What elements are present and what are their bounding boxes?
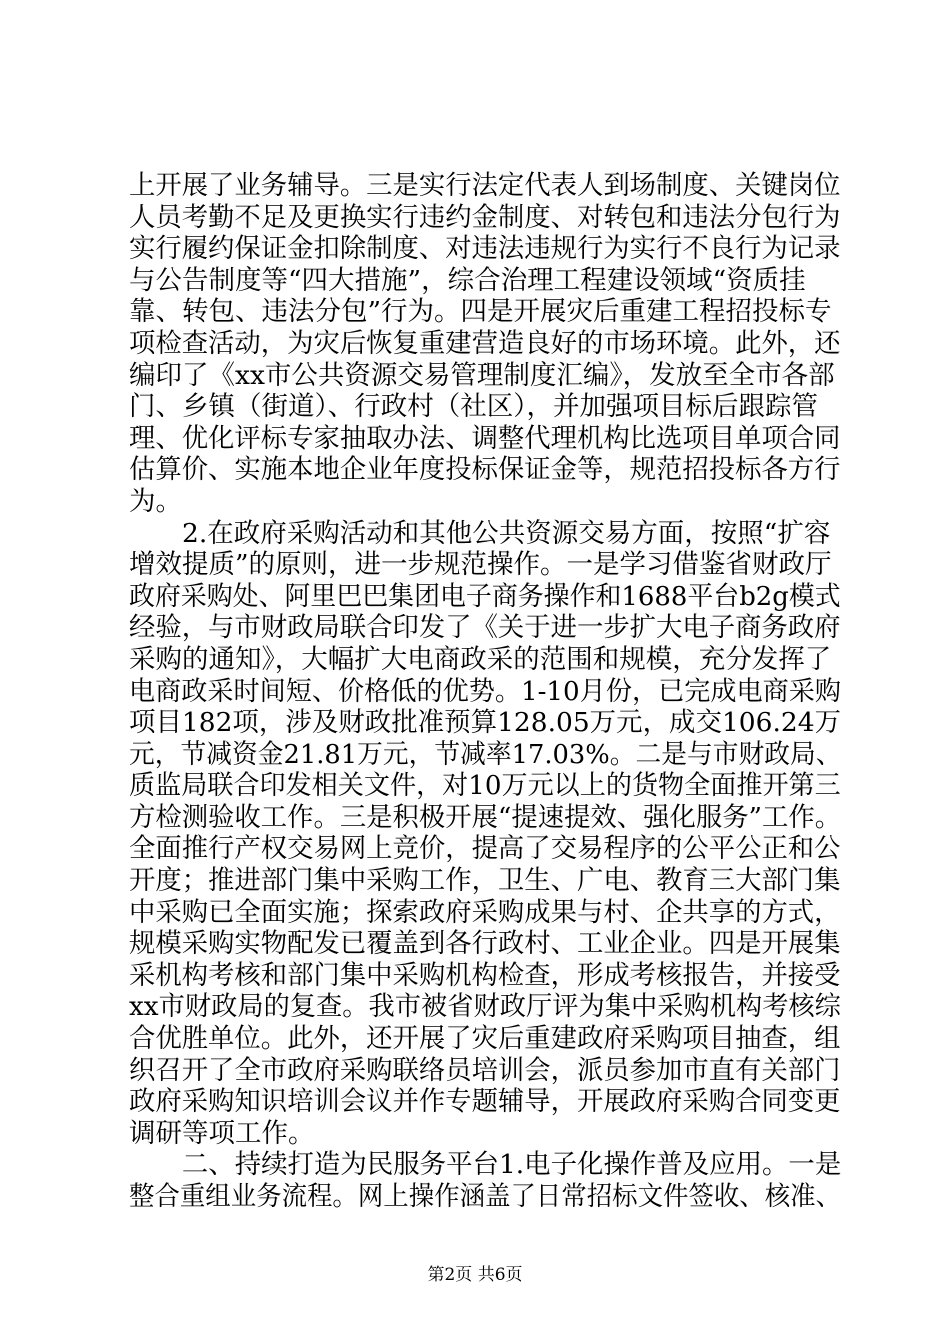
text-line: 上开展了业务辅导。三是实行法定代表人到场制度、关键岗位 — [129, 170, 841, 201]
text-line: 质监局联合印发相关文件，对10万元以上的货物全面推开第三 — [129, 770, 841, 802]
text-line: 织召开了全市政府采购联络员培训会，派员参加市直有关部门 — [129, 1054, 841, 1086]
text-line: 二、持续打造为民服务平台1.电子化操作普及应用。一是 — [129, 1149, 842, 1181]
text-line: 估算价、实施本地企业年度投标保证金等，规范招投标各方行 — [129, 454, 841, 486]
text-line: 项检查活动，为灾后恢复重建营造良好的市场环境。此外，还 — [129, 327, 841, 359]
text-line: 靠、转包、违法分包”行为。四是开展灾后重建工程招投标专 — [129, 296, 832, 328]
text-line: 2.在政府采购活动和其他公共资源交易方面，按照“扩容 — [129, 517, 831, 549]
text-line: 电商政采时间短、价格低的优势。1-10月份，已完成电商采购 — [129, 675, 842, 707]
text-line: 开度；推进部门集中采购工作，卫生、广电、教育三大部门集 — [129, 865, 841, 897]
text-line: 门、乡镇（街道）、行政村（社区），并加强项目标后跟踪管 — [129, 391, 818, 423]
text-line: 规模采购实物配发已覆盖到各行政村、工业企业。四是开展集 — [129, 928, 841, 960]
page-footer — [0, 1260, 950, 1285]
text-line: 为。 — [129, 485, 182, 517]
text-line: 整合重组业务流程。网上操作涵盖了日常招标文件签收、核准、 — [129, 1181, 842, 1212]
text-line: 增效提质”的原则，进一步规范操作。一是学习借鉴省财政厅 — [129, 549, 832, 581]
text-line: 中采购已全面实施；探索政府采购成果与村、企共享的方式， — [129, 896, 841, 928]
text-line: 实行履约保证金扣除制度、对违法违规行为实行不良行为记录 — [129, 233, 841, 265]
text-line: 元，节减资金21.81万元，节减率17.03%。二是与市财政局、 — [129, 738, 842, 770]
text-line: 编印了《xx市公共资源交易管理制度汇编》，发放至全市各部 — [129, 359, 835, 391]
text-line: 理、优化评标专家抽取办法、调整代理机构比选项目单项合同 — [129, 422, 841, 454]
text-line: xx市财政局的复查。我市被省财政厅评为集中采购机构考核综 — [129, 991, 841, 1023]
text-line: 经验，与市财政局联合印发了《关于进一步扩大电子商务政府 — [129, 612, 841, 644]
text-line: 采机构考核和部门集中采购机构检查，形成考核报告，并接受 — [129, 959, 841, 991]
text-line: 政府采购处、阿里巴巴集团电子商务操作和1688平台b2g模式 — [129, 580, 841, 612]
text-line: 方检测验收工作。三是积极开展“提速提效、强化服务”工作。 — [129, 801, 842, 833]
text-line: 与公告制度等“四大措施”，综合治理工程建设领域“资质挂 — [129, 264, 806, 296]
text-line: 全面推行产权交易网上竞价，提高了交易程序的公平公正和公 — [129, 833, 841, 865]
page-number-label: 第2页 共6页 — [427, 1265, 523, 1285]
text-line: 项目182项，涉及财政批准预算128.05万元，成交106.24万 — [129, 707, 842, 739]
text-line: 采购的通知》，大幅扩大电商政采的范围和规模，充分发挥了 — [129, 643, 832, 675]
text-line: 政府采购知识培训会议并作专题辅导，开展政府采购合同变更 — [129, 1086, 841, 1118]
text-line: 合优胜单位。此外，还开展了灾后重建政府采购项目抽查，组 — [129, 1023, 841, 1055]
text-line: 调研等项工作。 — [129, 1117, 315, 1149]
document-body — [129, 170, 842, 1213]
text-line: 人员考勤不足及更换实行违约金制度、对转包和违法分包行为 — [129, 201, 841, 233]
